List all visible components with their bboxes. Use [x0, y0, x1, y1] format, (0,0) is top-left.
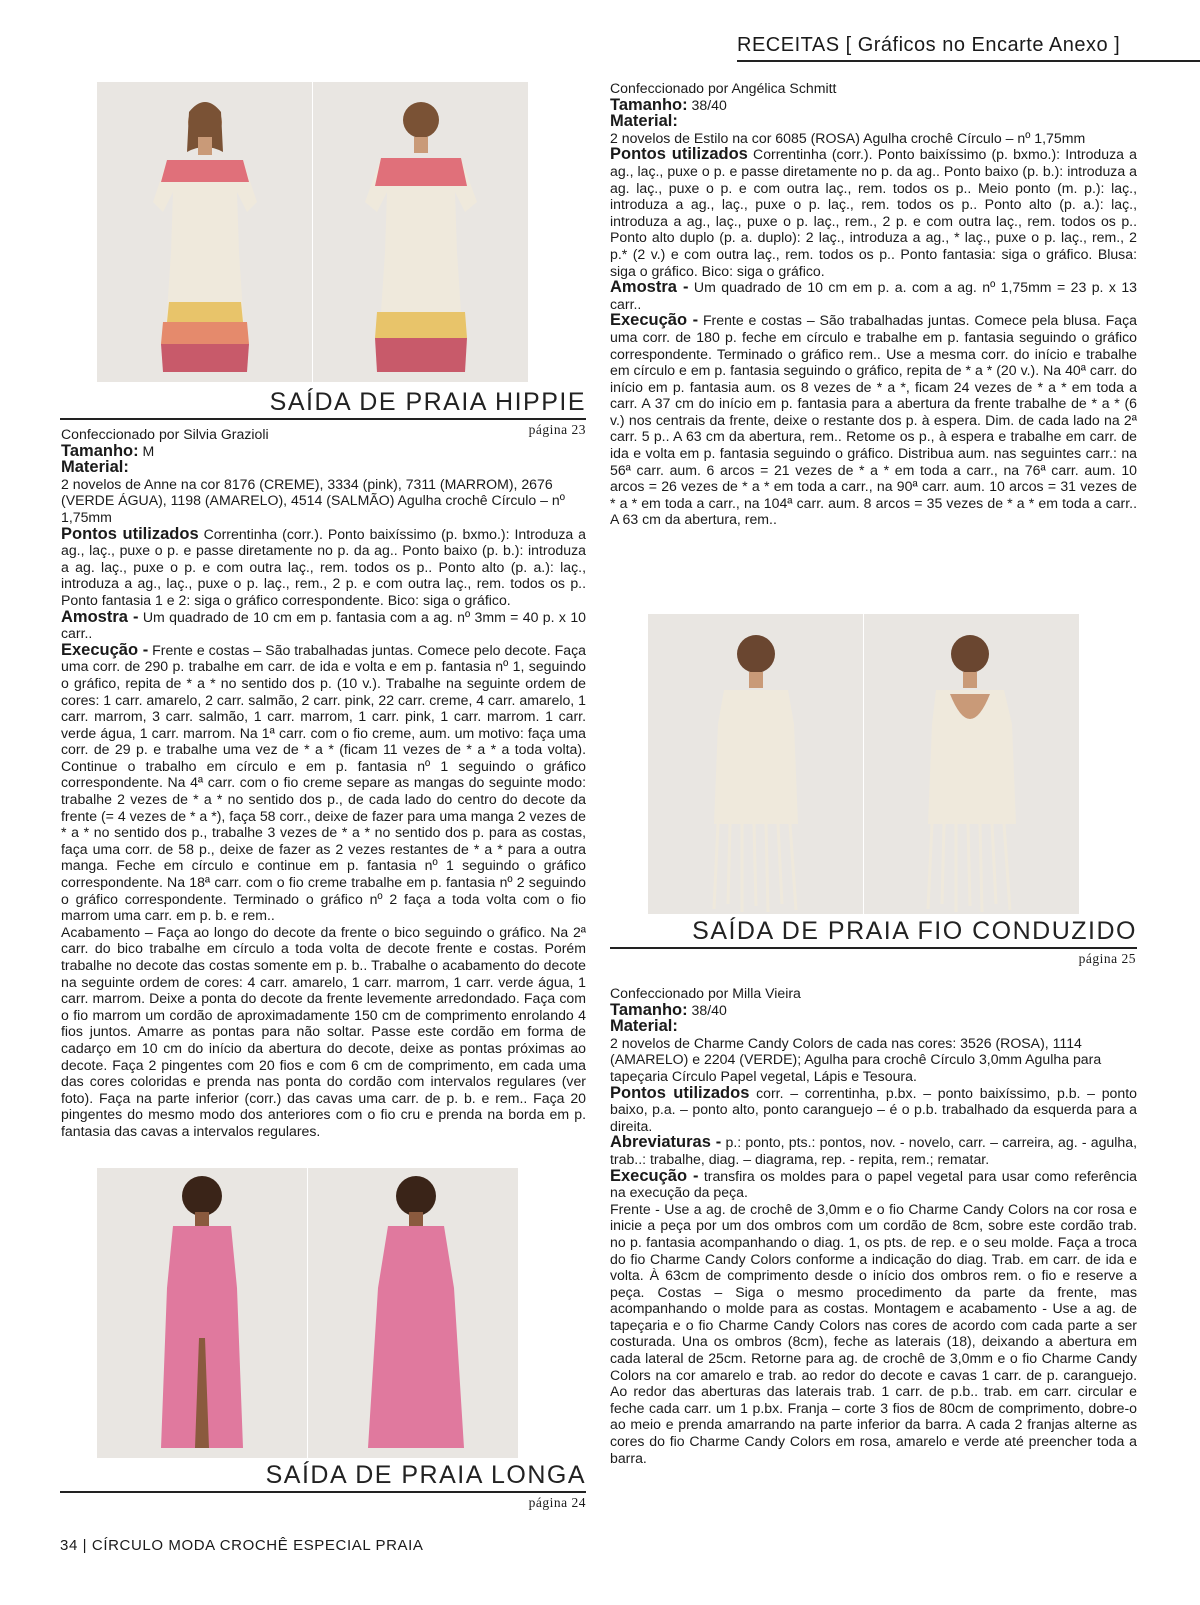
title-longa: SAÍDA DE PRAIA LONGA — [265, 1461, 586, 1489]
size-hippie: Tamanho: M — [61, 441, 155, 460]
size-longa: Tamanho: 38/40 — [610, 95, 727, 114]
body-conduzido — [610, 985, 1137, 1466]
photo-longa-back — [308, 1168, 518, 1458]
front-instructions-conduzido: Frente - Use a ag. de crochê de 3,0mm e o fio Charme Candy Colors na cor rosa e inicie a peça por um dos ombros com um cordão de 8cm, sobre este cordão trab. no p. fantasia acompanhando o diag. 1, os pts. de rep. e o seu molde. Faça a troca do fio Charme Candy Colors conforme a indicação do diag. Trab. em carr. de ida e volta. À 63cm de comprimento desde o início dos ombros rem. o fio e reserve a peça. Costas – Siga o mesmo procedimento da parte da frente, mas acompanhando o molde para as costas. Montagem e acabamento - Use a ag. de tapeçaria e o fio Charme Candy Colors nas cores de acordo com cada parte a ser costurada. Una os ombros (8cm), feche as laterais (18), deixando a abertura em cada lateral de 25cm. Retorne para ag. de crochê de 3,0mm e o fio Charme Candy Colors na cor amarelo e trab. ao redor do decote e cavas 1 carr. de p. caranguejo. Ao redor das aberturas das laterais trab. 1 carr. de p.b.. trab. em carr. circular e feche cada carr. um 1 p.bx. Franja – corte 3 fios de 80cm de comprimento, dobre-o ao meio e prenda amarrando na parte inferior da barra. A cada 2 franjas alterne as cores do fio Charme Candy Colors em rosa, amarelo e verde até preencher toda a barra. — [610, 1200, 1137, 1466]
material-conduzido: 2 novelos de Charme Candy Colors de cada nas cores: 3526 (ROSA), 1114 (AMARELO) e 2204 (VERDE); Agulha para crochê Círculo 3,0mm Agulha para tapeçaria Círculo Papel vegetal, Lápis e Tesoura. — [610, 1034, 1102, 1084]
rule-longa — [60, 1491, 586, 1493]
execution-conduzido: Execução - transfira os moldes para o papel vegetal para usar como referência na execução da peça. — [610, 1166, 1137, 1201]
photo-conduzido-front — [648, 614, 863, 914]
material-label-hippie: Material: — [61, 458, 129, 477]
gauge-hippie: Amostra - Um quadrado de 10 cm em p. fantasia com a ag. nº 3mm = 40 p. x 10 carr.. — [61, 607, 587, 642]
material-longa: 2 novelos de Estilo na cor 6085 (ROSA) Agulha crochê Círculo – nº 1,75mm — [610, 129, 1086, 146]
footer: 34 | CÍRCULO MODA CROCHÊ ESPECIAL PRAIA — [60, 1537, 424, 1554]
title-hippie: SAÍDA DE PRAIA HIPPIE — [269, 388, 586, 416]
material-label-longa: Material: — [610, 112, 678, 131]
page-ref-conduzido: página 25 — [1078, 951, 1136, 966]
rule-hippie — [60, 418, 586, 420]
material-hippie: 2 novelos de Anne na cor 8176 (CREME), 3334 (pink), 7311 (MARROM), 2676 (VERDE ÁGUA), 1198 (AMARELO), 4514 (SALMÃO) Agulha crochê Círculo – nº 1,75mm — [61, 475, 565, 525]
photo-hippie-front — [97, 82, 312, 382]
gauge-longa: Amostra - Um quadrado de 10 cm em p. a. com a ag. nº 1,75mm = 23 p. x 13 carr.. — [610, 278, 1137, 312]
stitches-hippie: Pontos utilizados Correntinha (corr.). Ponto baixíssimo (p. bxmo.): Introduza a ag., laç., puxe o p. e passe diretamente no p. da ag.. Ponto baixo (p. b.): introduza a ag. laç., puxe o p. e com outra laç., rem. todos os p.. Ponto alto (p. a.): laç., introduza a ag., laç., puxe o p. laç., rem., 2 p. e com outra laç., rem. todos os p.. Ponto fantasia 1 e 2: siga o gráfico correspondente. Bico: siga o gráfico. — [61, 524, 586, 608]
running-header: RECEITAS [ Gráficos no Encarte Anexo ] — [737, 34, 1121, 56]
page-ref-hippie: página 23 — [528, 422, 586, 437]
size-conduzido: Tamanho: 38/40 — [610, 1000, 727, 1019]
finishing-hippie: Acabamento – Faça ao longo do decote da frente o bico seguindo o gráfico. Na 2ª carr. do bico trabalhe em círculo a toda volta de decote frente e costas. Porém trabalhe no decote das costas somente em p. b.. Trabalhe o acabamento do decote na seguinte ordem de cores: 4 carr. amarelo, 1 carr. marrom, 1 carr. verde água, 1 carr. marrom. Deixe a ponta do decote da frente levemente arredondado. Faça com o fio marrom um cordão de aproximadamente 150 cm de comprimento enrolando 4 fios juntos. Amarre as pontas para não soltar. Passe este cordão em forma de cadarço em 10 cm do início da abertura do decote, deixe as pontas próximas ao decote. Faça 2 pingentes com 20 fios e com 6 cm de comprimento, em cada uma das cores coloridas e prenda nas ponta do cordão com intervalos regulares (ver foto). Faça na parte inferior (corr.) das cavas uma carr. de p. b. e rem.. Faça 20 pingentes do mesmo modo dos anteriores com o fio cru e prenda na borda em p. fantasia das cavas a intervalos regulares. — [61, 923, 586, 1139]
photo-longa-front — [97, 1168, 307, 1458]
material-label-conduzido: Material: — [610, 1017, 678, 1036]
rule-conduzido — [610, 947, 1137, 949]
execution-longa: Execução - Frente e costas – São trabalhadas juntas. Comece pela blusa. Faça uma corr. de 180 p. feche em círculo e trabalhe em p. fantasia seguindo o gráfico correspondente. Terminado o gráfico rem.. Use a mesma corr. do início e trabalhe em círculo e em p. fantasia seguindo o gráfico, repita de * a * (20 v.). Na 40ª carr. do início em p. fantasia aum. os 8 vezes de * a *, ficam 24 vezes de * a * em toda a carr. A 37 cm do início em p. fantasia para a abertura da frente trabalhe de * a * (6 v.) nos centrais da frente, deixe o restante dos p. à espera. Dim. de cada lado na 2ª carr. 5 p.. A 63 cm da abertura, rem.. Retome os p., à espera e trabalhe em carr. de ida e volta em p. fantasia seguindo o gráfico. Distribua aum. nas seguintes carr.: na 56ª carr. aum. 6 arcos = 21 vezes de * a * em toda a carr., na 76ª carr. aum. 10 arcos = 26 vezes de * a * em toda a carr., na 90ª carr. aum. 10 arcos = 31 vezes de * a * em toda a carr., na 104ª carr. aum. 8 arcos = 35 vezes de * a * em toda a carr.. A 63 cm da abertura, rem.. — [610, 311, 1138, 528]
credit-hippie: Confeccionado por Silvia Grazioli — [61, 426, 269, 442]
body-hippie — [61, 426, 586, 1140]
execution-hippie: Execução - Frente e costas – São trabalhadas juntas. Comece pelo decote. Faça uma corr. de 290 p. trabalhe em carr. de ida e volta e em p. fantasia nº 1, seguindo o gráfico, repita de * a * no sentido dos p. (10 v.). Trabalhe na seguinte ordem de cores: 1 carr. amarelo, 2 carr. salmão, 2 carr. pink, 22 carr. creme, 4 carr. amarelo, 1 carr. marrom, 3 carr. salmão, 1 carr. marrom, 1 carr. pink, 1 carr. marrom. 1 carr. verde água, 1 carr. marrom. Na 1ª carr. com o fio creme, aum. um motivo: faça uma corr. de 29 p. e trabalhe uma vez de * a * (ficam 11 vezes de * a * a toda volta). Continue o trabalho em círculo e em p. fantasia nº 1 seguindo o gráfico correspondente. Na 4ª carr. com o fio creme separe as mangas do seguinte modo: trabalhe 2 vezes de * a * no sentido dos p., de cada lado do centro do decote da frente (= 4 vezes de * a *), faça 58 corr., deixe de fazer para uma manga 2 vezes de * a * no sentido dos p., trabalhe 3 vezes de * a * no sentido dos p. para as costas, faça uma corr. de 58 p., deixe de fazer as 2 vezes restantes de * a * para a outra manga. Feche em círculo e continue em p. fantasia nº 1 seguindo o gráfico correspondente. Na 18ª carr. com o fio creme trabalhe em p. fantasia nº 2 seguindo o gráfico correspondente. Terminado o gráfico nº 2 faça a toda volta com o fio marrom uma carr. em p. b. e rem.. — [61, 640, 586, 924]
title-conduzido: SAÍDA DE PRAIA FIO CONDUZIDO — [692, 917, 1137, 945]
credit-longa: Confeccionado por Angélica Schmitt — [610, 80, 837, 96]
stitches-longa: Pontos utilizados Correntinha (corr.). Ponto baixíssimo (p. bxmo.): Introduza a ag., laç., puxe o p. e passe diretamente no p. da ag.. Ponto baixo (p. b.): introduza a ag. laç., puxe o p. e com outra laç., rem. todos os p.. Meio ponto (m. p.): laç., introduza a ag., laç., puxe o p. laç., rem. todos os p.. Ponto alto (p. a.): laç., introduza a ag., laç., puxe o p. laç., rem., 2 p. e com outra laç., rem. todos os p.. Ponto alto duplo (p. a. duplo): 2 laç., introduza a ag., * laç., puxe o p. laç., rem., 2 p.* (2 v.) e com outra laç., rem. todos os p.. Ponto fantasia: siga o gráfico. Blusa: siga o gráfico. Bico: siga o gráfico. — [610, 145, 1137, 279]
page-ref-longa: página 24 — [528, 1495, 586, 1510]
photo-conduzido-back — [864, 614, 1079, 914]
body-longa — [610, 80, 1137, 528]
header-rule — [737, 60, 1200, 62]
credit-conduzido: Confeccionado por Milla Vieira — [610, 985, 801, 1001]
abbreviations-conduzido: Abreviaturas - p.: ponto, pts.: pontos, nov. - novelo, carr. – carreira, ag. - agulha, trab..: trabalhe, diag. – diagrama, rep. - repita, rem.; rematar. — [610, 1133, 1137, 1167]
stitches-conduzido: Pontos utilizados corr. – correntinha, p.bx. – ponto baixíssimo, p.b. – ponto baixo, p.a. – ponto alto, ponto caranguejo – é o p.b. trabalhado da esquerda para a direita. — [610, 1083, 1137, 1134]
photo-hippie-back — [313, 82, 528, 382]
